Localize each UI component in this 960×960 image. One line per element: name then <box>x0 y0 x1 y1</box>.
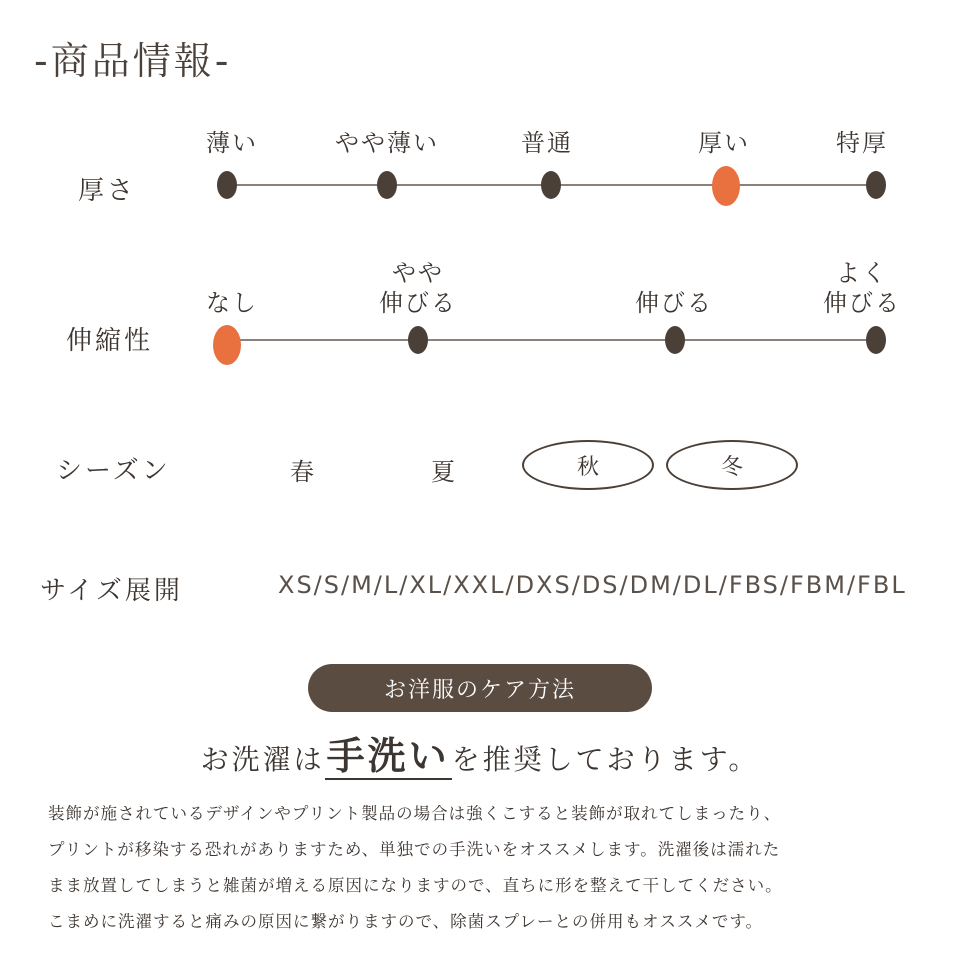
thickness-dot <box>541 171 561 199</box>
thickness-dot-selected <box>712 166 740 206</box>
stretch-dot-selected <box>213 325 241 365</box>
care-description-line: こまめに洗濯すると痛みの原因に繋がりますので、除菌スプレーとの併用もオススメです。 <box>48 912 764 931</box>
care-method-label: お洋服のケア方法 <box>383 677 576 703</box>
stretch-option-label <box>206 288 258 318</box>
care-description-line: プリントが移染する恐れがありますため、単独での手洗いをオススメします。洗濯後は濡れた <box>48 840 781 859</box>
stretch-dot <box>665 326 685 354</box>
thickness-option-label: やや薄い <box>335 129 439 157</box>
stretch-dot <box>408 326 428 354</box>
stretch-dot <box>866 326 886 354</box>
care-description-line: まま放置してしまうと雑菌が増える原因になりますので、直ちに形を整えて干してください。 <box>48 876 783 895</box>
care-description <box>48 796 928 940</box>
thickness-dot <box>377 171 397 199</box>
stretch-label: 伸縮性 <box>66 326 154 356</box>
care-description-line: 装飾が施されているデザインやプリント製品の場合は強くこすると装飾が取れてしまったり、 <box>48 804 782 823</box>
thickness-option-label: 厚い <box>698 129 750 157</box>
season-option-text: 秋 <box>576 454 599 480</box>
care-method-banner <box>308 664 652 712</box>
season-option: 夏 <box>431 458 457 486</box>
care-headline <box>0 725 960 780</box>
care-headline-post: を推奨しております。 <box>451 743 760 776</box>
stretch-option-label: よく 伸びる <box>823 259 901 317</box>
season-option: 春 <box>290 458 316 486</box>
thickness-option-label: 薄い <box>206 129 258 157</box>
season-option-text: 冬 <box>720 454 743 480</box>
thickness-label: 厚さ <box>78 176 137 206</box>
stretch-scale-line <box>227 339 876 341</box>
sizes-label: サイズ展開 <box>40 576 183 606</box>
thickness-dot <box>866 171 886 199</box>
thickness-option-label: 普通 <box>521 129 573 157</box>
stretch-option-label: やや 伸びる <box>379 259 457 317</box>
sizes-value: XS/S/M/L/XL/XXL/DXS/DS/DM/DL/FBS/FBM/FBL <box>278 571 907 599</box>
stretch-option-text: なし <box>206 289 258 317</box>
care-headline-pre: お洗濯は <box>200 743 325 776</box>
care-headline-emphasis: 手洗い <box>326 734 450 778</box>
season-label: シーズン <box>56 456 171 486</box>
page-title: -商品情報- <box>34 39 232 83</box>
thickness-option-label: 特厚 <box>836 129 888 157</box>
season-option-selected <box>522 440 654 490</box>
thickness-dot <box>217 171 237 199</box>
season-option-selected <box>666 440 798 490</box>
stretch-option-label: 伸びる <box>635 289 713 317</box>
